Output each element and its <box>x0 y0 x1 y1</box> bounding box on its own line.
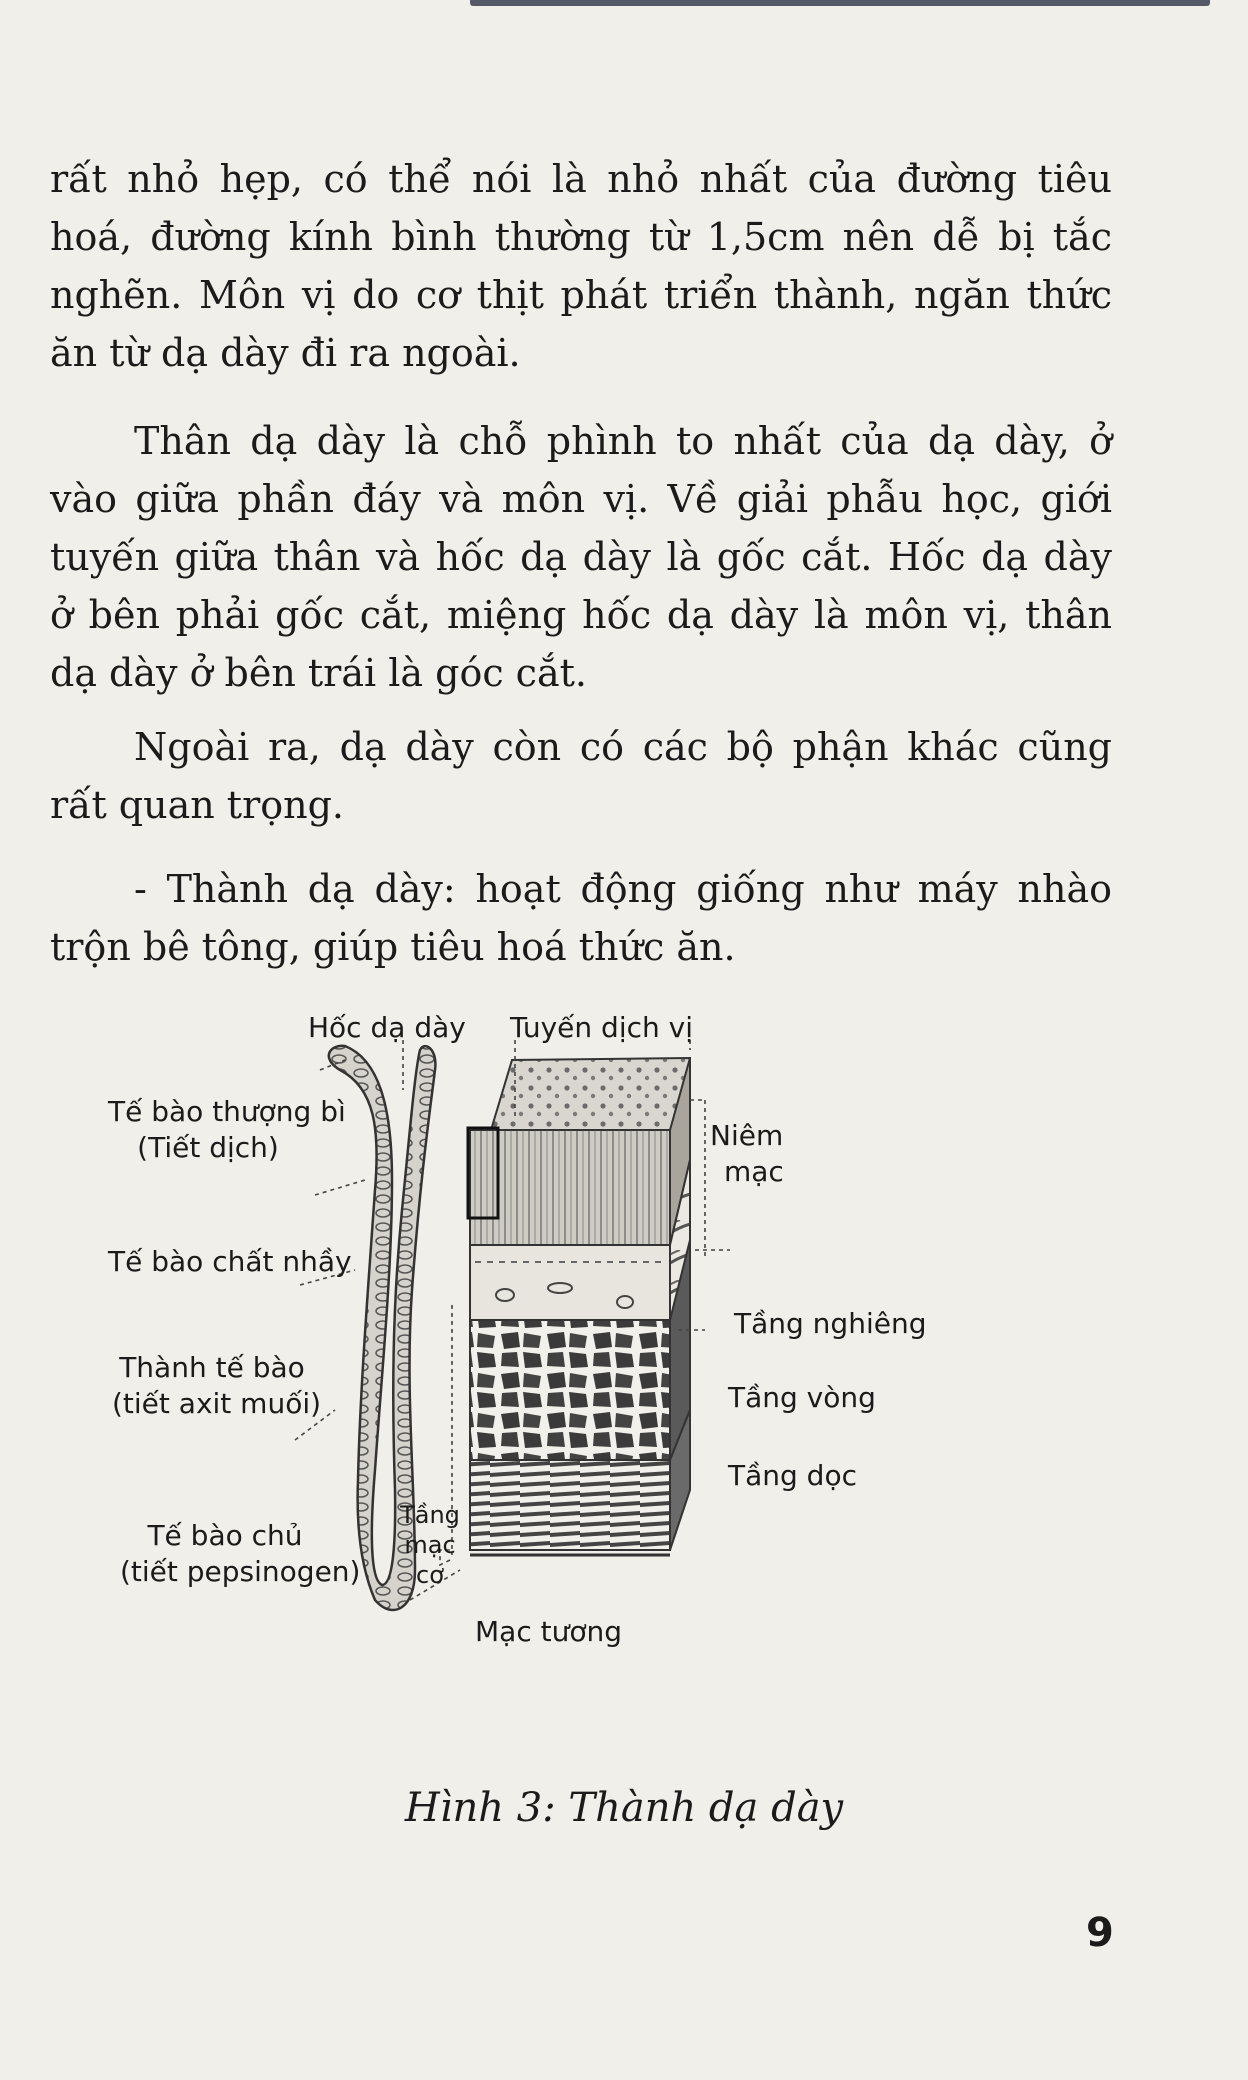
label-thanh-te-bao <box>112 1350 322 1422</box>
text-line: ở bên phải gốc cắt, miệng hốc dạ dày là môn vị, thân <box>50 593 1112 637</box>
label-line: mạc <box>404 1531 456 1559</box>
label-hoc-da-day: Hốc dạ dày <box>308 1011 466 1044</box>
label-line: mạc <box>724 1155 784 1188</box>
paragraph-3 <box>50 718 1112 834</box>
label-line: (tiết axit muối) <box>112 1387 322 1420</box>
label-te-bao-thuong-bi <box>108 1094 346 1166</box>
text-line: ăn từ dạ dày đi ra ngoài. <box>50 331 521 375</box>
text-line: vào giữa phần đáy và môn vị. Về giải phẫu học, giới <box>50 477 1112 521</box>
stomach-wall-figure <box>108 1010 1130 1690</box>
paragraph-4 <box>50 860 1112 976</box>
label-tang-mac-co <box>400 1500 460 1590</box>
text-line: rất nhỏ hẹp, có thể nói là nhỏ nhất của đường tiêu <box>50 157 1112 201</box>
paragraph-2 <box>50 412 1112 702</box>
paragraph-1 <box>50 150 1112 382</box>
label-line: Niêm <box>710 1119 784 1152</box>
text-line: trộn bê tông, giúp tiêu hoá thức ăn. <box>50 925 736 969</box>
text-line: - Thành dạ dày: hoạt động giống như máy nhào <box>134 867 1112 911</box>
longitudinal-muscle <box>470 1460 670 1550</box>
text-line: Ngoài ra, dạ dày còn có các bộ phận khác cũng <box>134 725 1112 769</box>
label-te-bao-chu <box>120 1518 361 1590</box>
text-line: tuyến giữa thân và hốc dạ dày là gốc cắt. Hốc dạ dày <box>50 535 1112 579</box>
top-edge-bar <box>470 0 1210 6</box>
label-line: Tế bào chủ <box>147 1519 303 1552</box>
text-line: rất quan trọng. <box>50 783 344 827</box>
circular-muscle <box>470 1320 670 1460</box>
figure-caption: Hình 3: Thành dạ dày <box>404 1785 844 1831</box>
label-niem-mac <box>710 1118 784 1190</box>
label-te-bao-chat-nhay: Tế bào chất nhầy <box>108 1245 352 1278</box>
mucosa-front <box>470 1130 670 1245</box>
label-line: Tầng <box>400 1501 460 1529</box>
label-line: (tiết pepsinogen) <box>120 1555 361 1588</box>
label-tang-doc: Tầng dọc <box>728 1459 857 1492</box>
text-line: nghẽn. Môn vị do cơ thịt phát triển thành, ngăn thức <box>50 273 1112 317</box>
page-number: 9 <box>1086 1910 1114 1956</box>
label-tang-vong: Tầng vòng <box>728 1381 876 1414</box>
label-tang-nghieng: Tầng nghiêng <box>734 1307 927 1340</box>
label-line: Tế bào thượng bì <box>108 1095 346 1128</box>
submucosa <box>470 1245 670 1320</box>
text-line: dạ dày ở bên trái là góc cắt. <box>50 651 587 695</box>
label-line: cơ <box>416 1561 444 1589</box>
label-mac-tuong: Mạc tương <box>475 1615 622 1648</box>
label-line: Thành tế bào <box>119 1351 305 1384</box>
label-tuyen-dich-vi: Tuyến dịch vị <box>510 1011 693 1044</box>
label-line: (Tiết dịch) <box>137 1131 279 1164</box>
text-line: Thân dạ dày là chỗ phình to nhất của dạ dày, ở <box>134 419 1112 463</box>
text-line: hoá, đường kính bình thường từ 1,5cm nên dễ bị tắc <box>50 215 1112 259</box>
